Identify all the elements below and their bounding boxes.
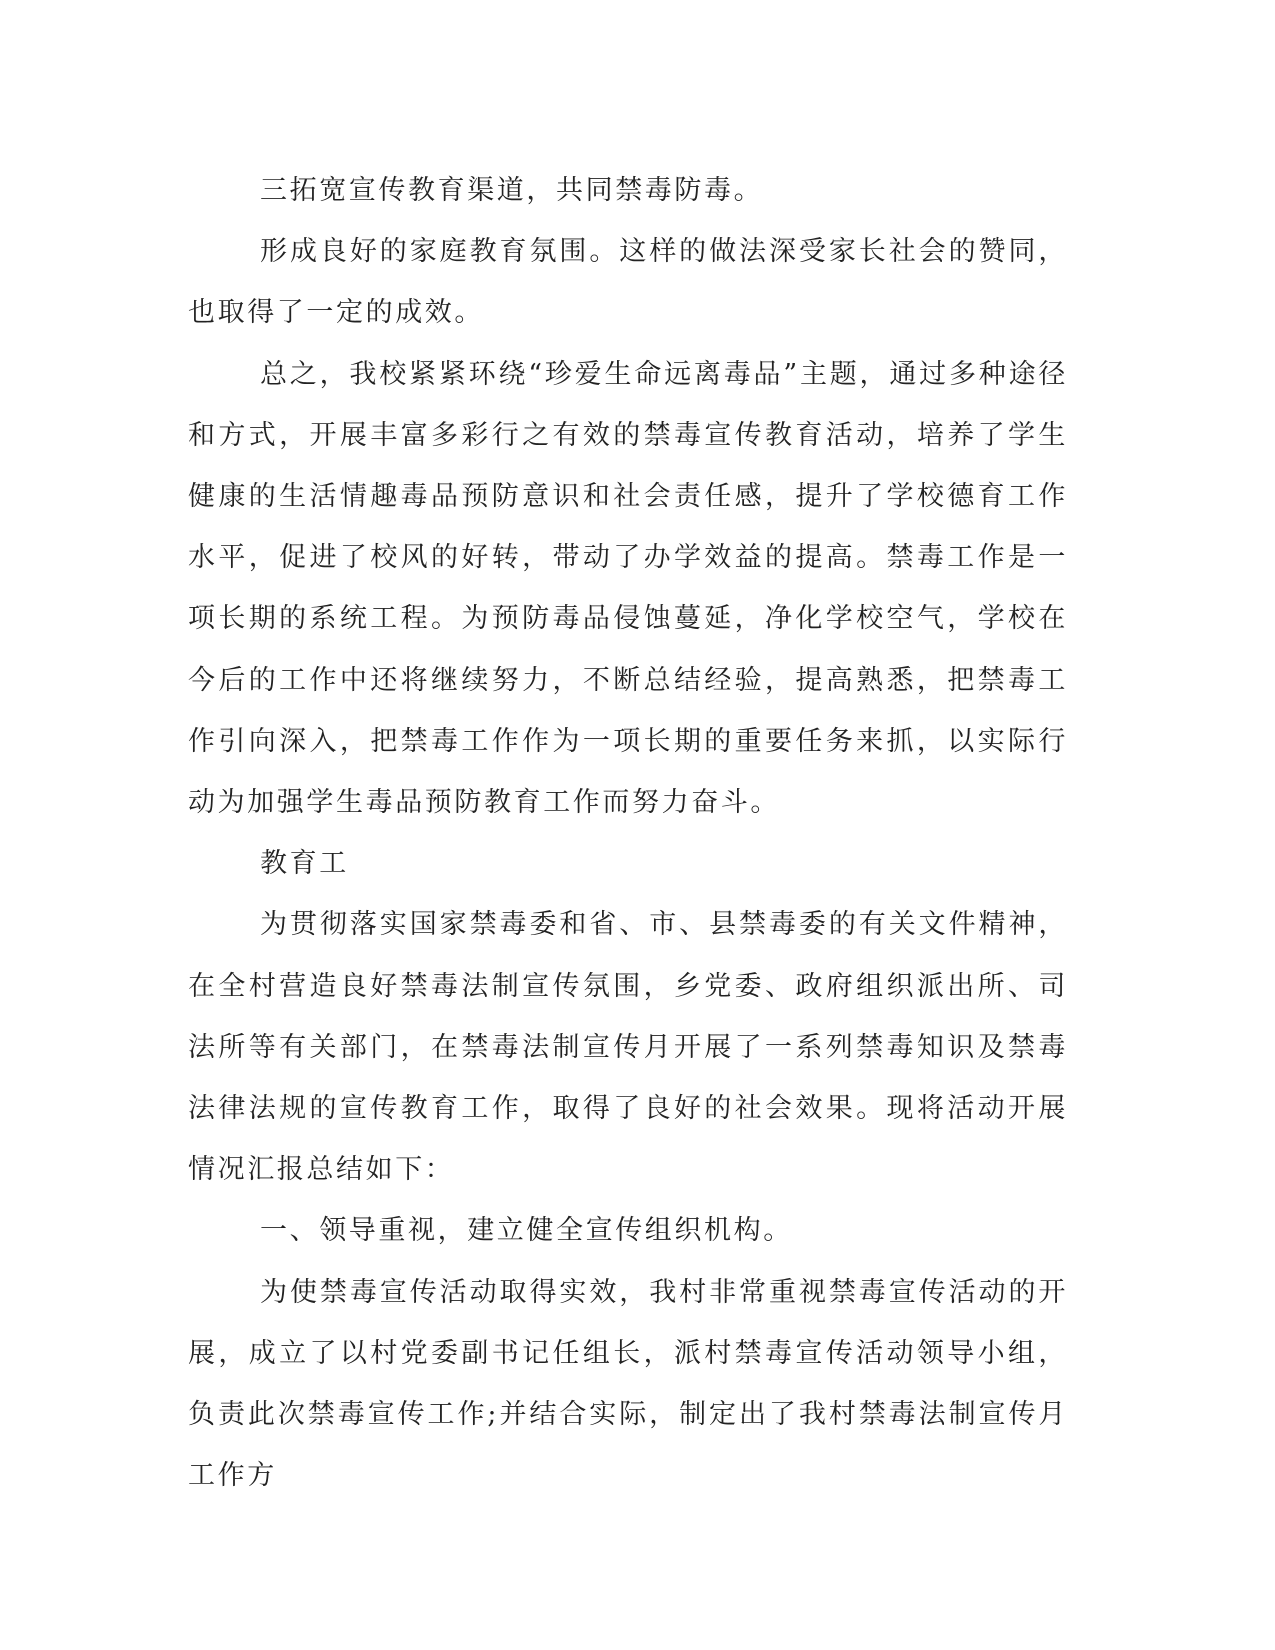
paragraph-introduction: 为贯彻落实国家禁毒委和省、市、县禁毒委的有关文件精神，在全村营造良好禁毒法制宣传氛围，乡党委、政府组织派出所、司法所等有关部门，在禁毒法制宣传月开展了一系列禁毒知识及禁毒法律法规的宣传教育工作，取得了良好的社会效果。现将活动开展情况汇报总结如下：	[188, 909, 1068, 1186]
paragraph-conclusion: 总之，我校紧紧环绕“珍爱生命远离毒品”主题，通过多种途径和方式，开展丰富多彩行之有效的禁毒宣传教育活动，培养了学生健康的生活情趣毒品预防意识和社会责任感，提升了学校德育工作水平，促进了校风的好转，带动了办学效益的提高。禁毒工作是一项长期的系统工程。为预防毒品侵蚀蔓延，净化学校空气，学校在今后的工作中还将继续努力，不断总结经验，提高熟悉，把禁毒工作引向深入，把禁毒工作作为一项长期的重要任务来抓，以实际行动为加强学生毒品预防教育工作而努力奋斗。	[188, 358, 1068, 819]
paragraph-section-three-heading: 三拓宽宣传教育渠道，共同禁毒防毒。	[260, 175, 764, 206]
document-body	[188, 160, 1068, 1506]
paragraph-family-education: 形成良好的家庭教育氛围。这样的做法深受家长社会的赞同，也取得了一定的成效。	[188, 236, 1068, 329]
paragraph-section-title: 教育工	[260, 848, 349, 880]
paragraph-point-one-heading: 一、领导重视，建立健全宣传组织机构。	[260, 1215, 793, 1247]
paragraph-point-one-body: 为使禁毒宣传活动取得实效，我村非常重视禁毒宣传活动的开展，成立了以村党委副书记任组长，派村禁毒宣传活动领导小组，负责此次禁毒宣传工作;并结合实际，制定出了我村禁毒法制宣传月工作方	[188, 1276, 1068, 1492]
